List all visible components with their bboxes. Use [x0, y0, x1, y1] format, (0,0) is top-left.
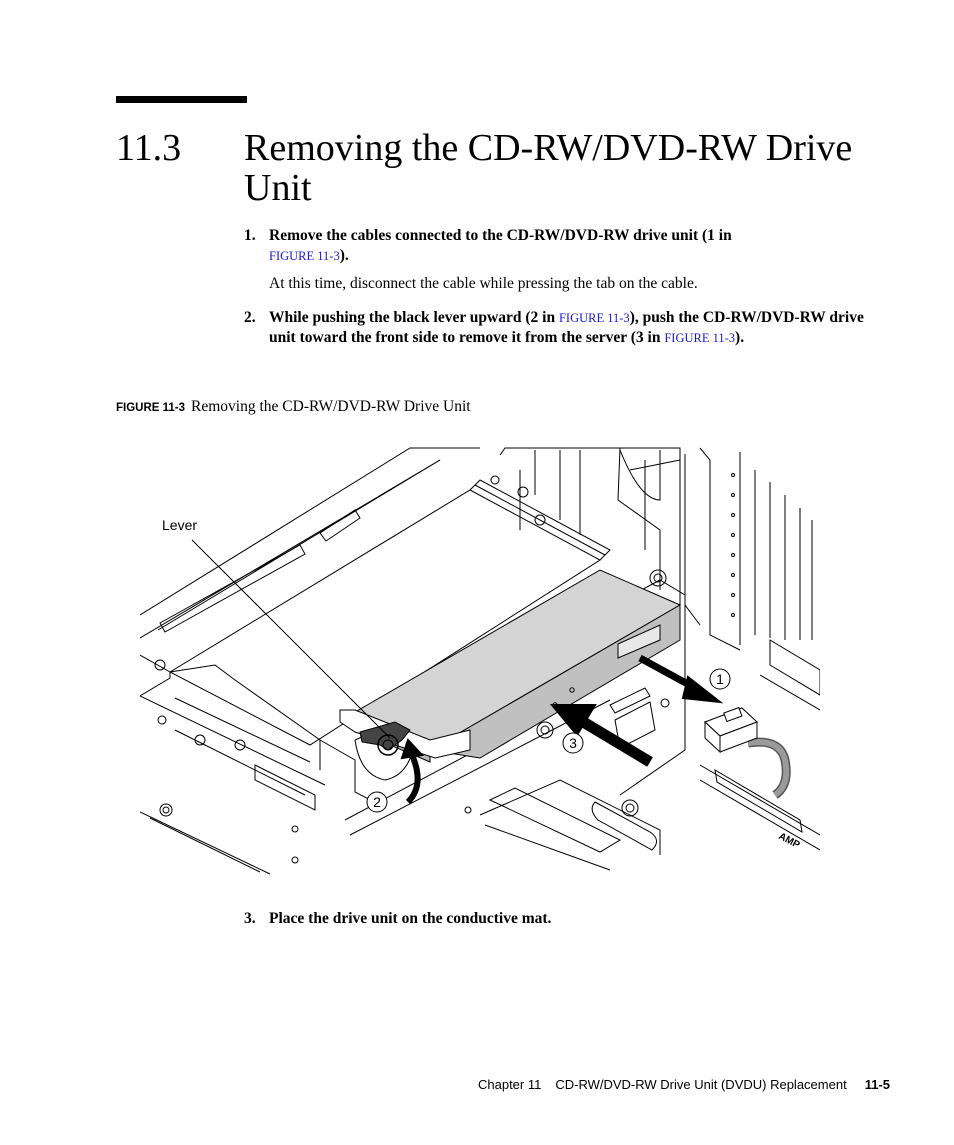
step-text-end: ).	[735, 329, 745, 346]
step-1	[244, 226, 890, 266]
callout-2: 2	[373, 794, 381, 810]
step-text: While pushing the black lever upward (2 in	[269, 309, 559, 326]
step-number: 2.	[244, 309, 256, 326]
step-1-note: At this time, disconnect the cable while pressing the tab on the cable.	[269, 275, 698, 292]
figure-link[interactable]: FIGURE 11-3	[558, 311, 630, 325]
figure-title: Removing the CD-RW/DVD-RW Drive Unit	[191, 398, 471, 415]
page-footer	[478, 1077, 890, 1092]
lever-callout: Lever	[162, 517, 198, 533]
step-text: Remove the cables connected to the CD-RW/DVD-RW drive unit (1 in	[269, 227, 732, 244]
step-number: 1.	[244, 227, 256, 244]
figure-link[interactable]: FIGURE 11-3	[664, 331, 736, 345]
step-text-end: ).	[339, 247, 349, 264]
step-text-mid: ), push the CD-RW/DVD-RW drive unit toward the front side to remove it from the server (3 in	[269, 309, 864, 346]
amp-marking: AMP	[776, 830, 802, 852]
figure-label: FIGURE 11-3	[116, 402, 186, 414]
section-number: 11.3	[116, 127, 182, 169]
footer-chapter: Chapter 11	[477, 1077, 542, 1092]
footer-chapter-title: CD-RW/DVD-RW Drive Unit (DVDU) Replacement	[555, 1077, 847, 1092]
figure-caption	[116, 397, 471, 418]
figure-link[interactable]: FIGURE 11-3	[269, 249, 340, 263]
callout-3: 3	[569, 735, 577, 751]
callout-1: 1	[716, 671, 724, 687]
section-title: Removing the CD-RW/DVD-RW Drive Unit	[244, 127, 853, 209]
step-3	[244, 909, 890, 929]
page-number: 11-5	[864, 1077, 890, 1092]
step-number: 3.	[244, 910, 256, 927]
step-text: Place the drive unit on the conductive mat.	[269, 910, 552, 927]
drive-removal-illustration	[140, 440, 820, 880]
section-rule	[116, 96, 247, 103]
step-2	[244, 308, 890, 348]
